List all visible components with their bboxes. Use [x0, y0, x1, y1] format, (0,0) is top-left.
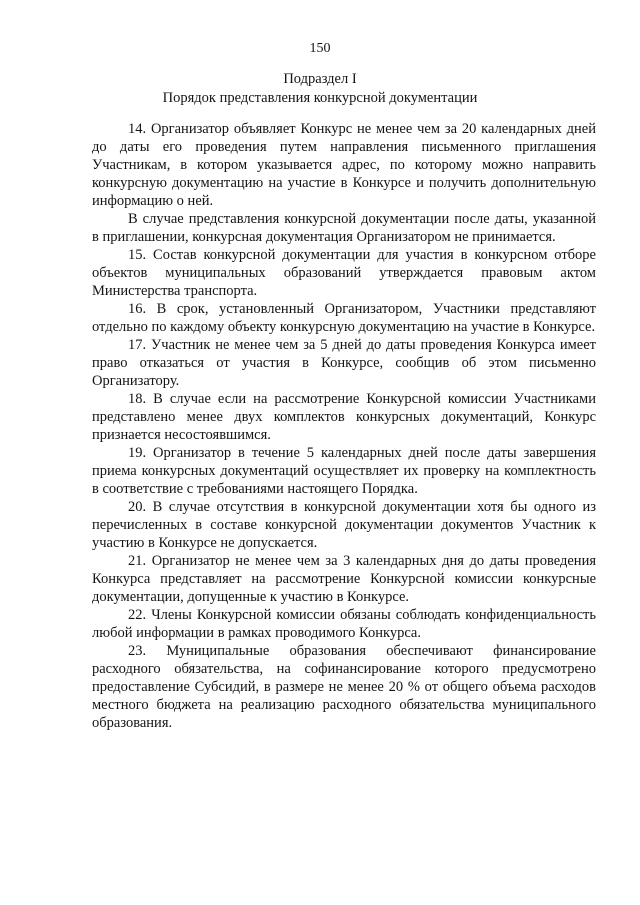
paragraph-15: 15. Состав конкурсной документации для участия в конкурсном отборе объектов муниципальных образований утверждается правовым актом Министерства транспорта.: [92, 247, 596, 299]
section-heading: [0, 70, 640, 107]
paragraph-14-continuation: В случае представления конкурсной документации после даты, указанной в приглашении, конкурсная документация Организатором не принимается.: [92, 211, 596, 245]
paragraph-19: 19. Организатор в течение 5 календарных дней после даты завершения приема конкурсных документаций осуществляет их проверку на комплектность в соответствие с требованиями настоящего Порядка.: [92, 445, 596, 497]
document-body: [92, 120, 596, 732]
subsection-title: Подраздел I: [283, 71, 357, 87]
paragraph-21: 21. Организатор не менее чем за 3 календарных дня до даты проведения Конкурса представляет на рассмотрение Конкурсной комиссии конкурсные документации, допущенные к участию в Конкурсе.: [92, 553, 596, 605]
subsection-subtitle: Порядок представления конкурсной документации: [162, 89, 478, 106]
paragraph-23: 23. Муниципальные образования обеспечивают финансирование расходного обязательства, на софинансирование которого предусмотрено предоставление Субсидий, в размере не менее 20 % от общего объема расходов местного бюджета на реализацию расходного обязательства муниципального образования.: [92, 643, 596, 731]
paragraph-14: 14. Организатор объявляет Конкурс не менее чем за 20 календарных дней до даты его проведения путем направления письменного приглашения Участникам, в котором указывается адрес, по которому можно направить конкурсную документацию на участие в Конкурсе и получить дополнительную информацию о ней.: [92, 121, 596, 209]
paragraph-16: 16. В срок, установленный Организатором, Участники представляют отдельно по каждому объекту конкурсную документацию на участие в Конкурсе.: [92, 301, 596, 335]
paragraph-18: 18. В случае если на рассмотрение Конкурсной комиссии Участниками представлено менее двух комплектов конкурсных документаций, Конкурс признается несостоявшимся.: [92, 391, 596, 443]
paragraph-20: 20. В случае отсутствия в конкурсной документации хотя бы одного из перечисленных в составе конкурсной документации документов Участник к участию в Конкурсе не допускается.: [92, 499, 596, 551]
page-number: 150: [309, 41, 331, 56]
paragraph-22: 22. Члены Конкурсной комиссии обязаны соблюдать конфиденциальность любой информации в рамках проводимого Конкурса.: [92, 607, 596, 641]
paragraph-17: 17. Участник не менее чем за 5 дней до даты проведения Конкурса имеет право отказаться от участия в Конкурсе, сообщив об этом письменно Организатору.: [92, 337, 596, 389]
